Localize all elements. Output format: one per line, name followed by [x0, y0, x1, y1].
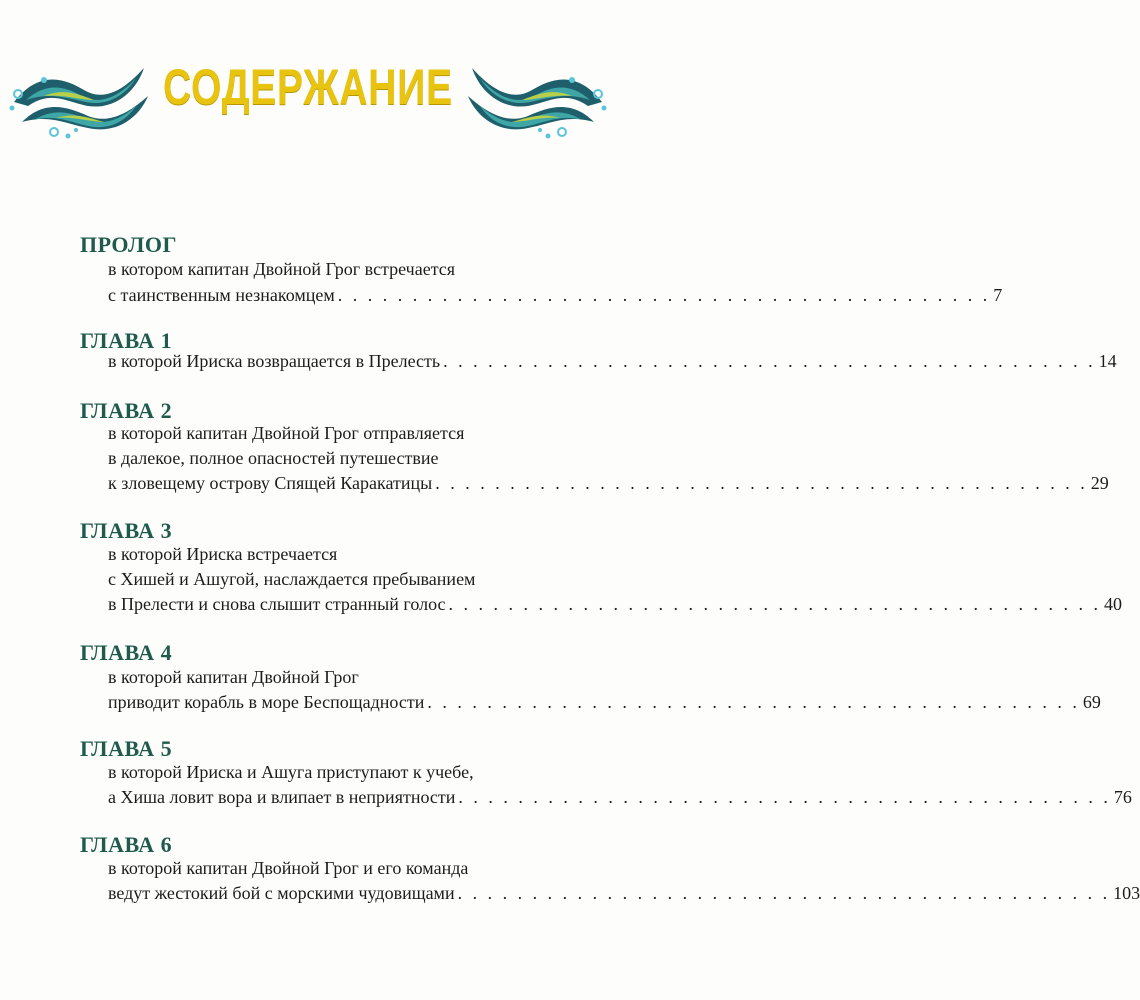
dot-leader: . . . . . . . . . . . . . . . . . . . . . . . . . . . . . . . . . . . . . . . . . . . .	[448, 594, 1101, 614]
toc-line-text: в которой Ириска и Ашуга приступают к учебе,	[108, 762, 474, 782]
toc-line-text: в которой капитан Двойной Грог	[108, 667, 359, 687]
chapter-heading: ГЛАВА 2	[80, 398, 173, 423]
chapter-heading: ПРОЛОГ	[80, 232, 177, 257]
page-number: 69	[1082, 692, 1101, 712]
page-number: 29	[1090, 473, 1109, 493]
dot-leader: . . . . . . . . . . . . . . . . . . . . . . . . . . . . . . . . . . . . . . . . . . . .	[457, 883, 1111, 903]
toc-line-text: в которой капитан Двойной Грог отправляется	[108, 423, 465, 443]
page-number: 14	[1098, 351, 1117, 371]
dot-leader: . . . . . . . . . . . . . . . . . . . . . . . . . . . . . . . . . . . . . . . . . . . .	[337, 285, 991, 305]
toc-line[interactable]	[108, 784, 1132, 810]
toc-line-text: с таинственным незнакомцем	[108, 285, 335, 305]
toc-line-text: в которой Ириска возвращается в Прелесть	[108, 351, 441, 371]
toc-line-text: в которой капитан Двойной Грог и его команда	[108, 858, 469, 878]
toc-line[interactable]	[108, 470, 1109, 496]
dot-leader: . . . . . . . . . . . . . . . . . . . . . . . . . . . . . . . . . . . . . . . . . . . .	[435, 473, 1088, 493]
toc-line-text: ведут жестокий бой с морскими чудовищами	[108, 883, 455, 903]
toc-line-text: в котором капитан Двойной Грог встречается	[108, 259, 456, 279]
toc-line-text: с Хишей и Ашугой, наслаждается пребыванием	[108, 569, 476, 589]
dot-leader: . . . . . . . . . . . . . . . . . . . . . . . . . . . . . . . . . . . . . . . . . . . .	[458, 787, 1111, 807]
wave-ornament-icon	[462, 50, 612, 140]
toc-line-text: в Прелести и снова слышит странный голос	[108, 594, 446, 614]
page-number: 103	[1113, 883, 1140, 903]
toc-line[interactable]	[108, 880, 1140, 906]
chapter-heading: ГЛАВА 6	[80, 832, 173, 857]
toc-line	[108, 759, 520, 785]
toc-line	[108, 256, 520, 282]
toc-line[interactable]	[108, 348, 1117, 374]
toc-line	[108, 855, 520, 881]
toc-line	[108, 664, 520, 690]
toc-line-text: к зловещему острову Спящей Каракатицы	[108, 473, 433, 493]
toc-line[interactable]	[108, 282, 1003, 308]
toc-line[interactable]	[108, 689, 1101, 715]
chapter-heading: ГЛАВА 4	[80, 640, 173, 665]
chapter-heading: ГЛАВА 5	[80, 736, 173, 761]
page-header	[0, 40, 616, 150]
toc-line	[108, 445, 520, 471]
page-number: 40	[1104, 594, 1122, 614]
page-number: 7	[993, 285, 1003, 305]
page-title: СОДЕРЖАНИЕ	[163, 59, 453, 115]
toc-line-text: приводит корабль в море Беспощадности	[108, 692, 425, 712]
page-number: 76	[1113, 787, 1132, 807]
chapter-heading: ГЛАВА 1	[80, 328, 173, 353]
dot-leader: . . . . . . . . . . . . . . . . . . . . . . . . . . . . . . . . . . . . . . . . . . . .	[443, 351, 1096, 371]
toc-line	[108, 420, 520, 446]
dot-leader: . . . . . . . . . . . . . . . . . . . . . . . . . . . . . . . . . . . . . . . . . . . .	[427, 692, 1080, 712]
toc-line-text: в далекое, полное опасностей путешествие	[108, 448, 439, 468]
chapter-heading: ГЛАВА 3	[80, 518, 173, 543]
toc-line-text: а Хиша ловит вора и влипает в неприятности	[108, 787, 456, 807]
toc-line	[108, 566, 520, 592]
toc-line-text: в которой Ириска встречается	[108, 544, 338, 564]
toc-line	[108, 541, 520, 567]
toc-line[interactable]	[108, 591, 1122, 617]
